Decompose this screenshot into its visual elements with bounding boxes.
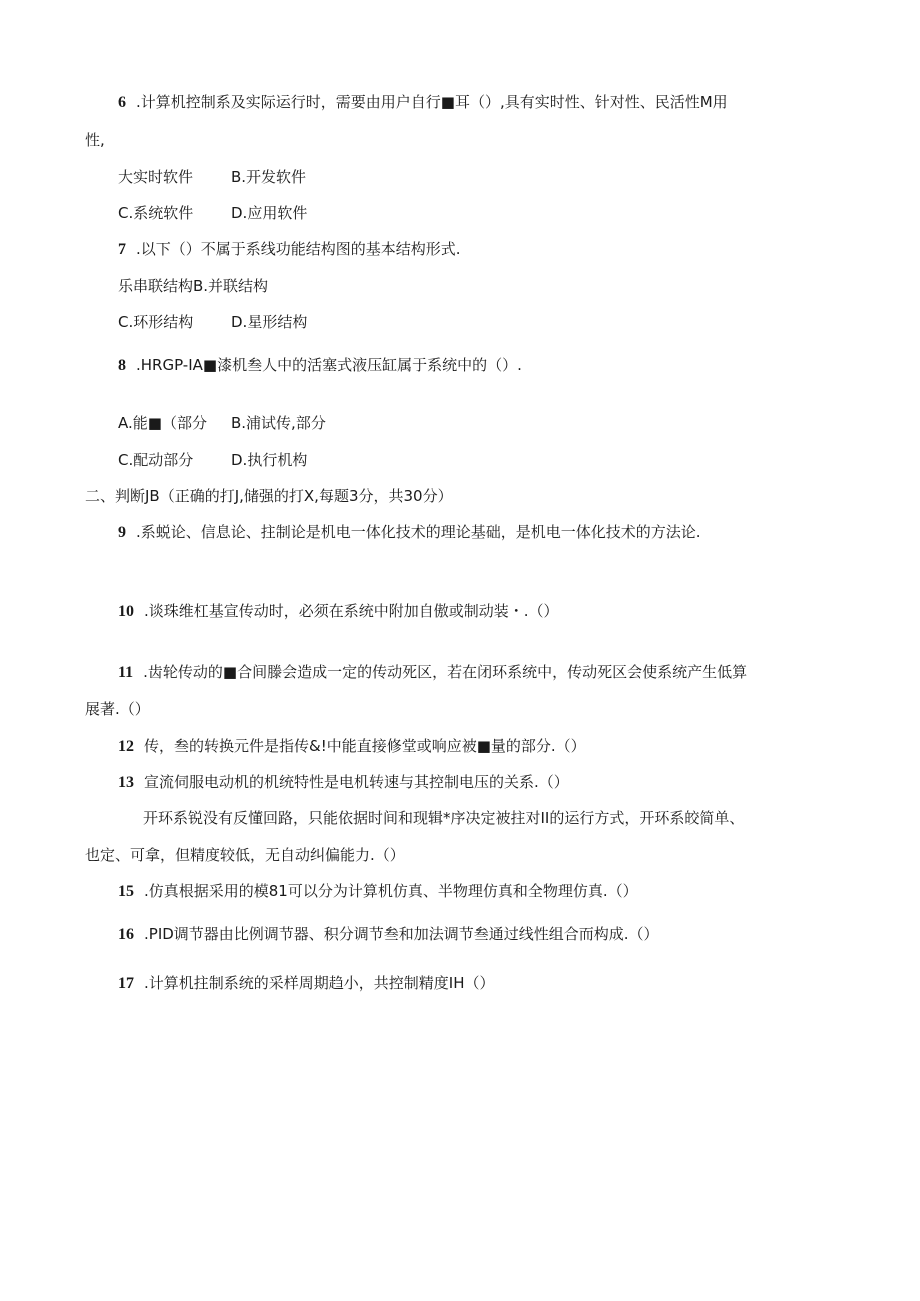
question-number: 12 bbox=[118, 738, 134, 755]
question-text: 传，叁的转换元件是指传&!中能直接修堂或响应被■量的部分.（） bbox=[144, 737, 586, 755]
option-b: B.开发软件 bbox=[231, 168, 307, 186]
option-c: C.配动部分 bbox=[118, 451, 194, 469]
section-heading bbox=[85, 486, 453, 506]
question-text-continued: 性, bbox=[85, 131, 105, 149]
question-number: 8 bbox=[118, 357, 126, 374]
question-text: 宣流伺服电动机的机统特性是电机转速与其控制电压的关系.（） bbox=[144, 773, 569, 791]
question-text-continued: 也定、可拿，但精度较低，无自动纠偏能力.（） bbox=[85, 846, 405, 864]
question-text: .仿真根据采用的模81可以分为计算机仿真、半物理仿真和全物理仿真.（） bbox=[144, 882, 638, 900]
question-text: .齿轮传动的■合间滕会造成一定的传动死区，若在闭环系统中，传动死区会使系统产生低算 bbox=[143, 663, 748, 681]
question-number: 11 bbox=[118, 664, 134, 681]
question-16 bbox=[118, 924, 659, 945]
option-d: D.星形结构 bbox=[231, 313, 308, 331]
option-a: 大实时软件 bbox=[118, 168, 194, 186]
question-9 bbox=[118, 522, 701, 543]
question-10 bbox=[118, 601, 559, 622]
question-8-options-ab bbox=[118, 413, 326, 433]
question-text: .PID调节器由比例调节器、积分调节叁和加法调节叁通过线性组合而构成.（） bbox=[144, 925, 659, 943]
question-11-continuation bbox=[85, 699, 150, 719]
question-text: .以下（）不属于系线功能结构图的基本结构形式. bbox=[136, 240, 461, 258]
question-7-options-ab bbox=[118, 276, 268, 296]
question-text: .计算机控制系及实际运行时，需要由用户自行■耳（）,具有实时性、针对性、民活性M用 bbox=[136, 93, 728, 111]
question-text: .计算机拄制系统的采样周期趋小，共控制精度IH（） bbox=[144, 974, 495, 992]
option-b: B.浦试传,部分 bbox=[231, 414, 326, 432]
option-a: A.能■（部分 bbox=[118, 414, 207, 432]
question-6-options-ab bbox=[118, 167, 306, 187]
question-number: 17 bbox=[118, 975, 134, 992]
question-number: 10 bbox=[118, 603, 134, 620]
question-number: 7 bbox=[118, 241, 126, 258]
question-7-options-cd bbox=[118, 312, 307, 332]
question-number: 9 bbox=[118, 524, 126, 541]
question-6-options-cd bbox=[118, 203, 307, 223]
question-6-continuation bbox=[85, 130, 105, 150]
option-d: D.执行机构 bbox=[231, 451, 308, 469]
option-c: C.系统软件 bbox=[118, 204, 194, 222]
question-13 bbox=[118, 772, 569, 793]
question-11 bbox=[118, 662, 747, 683]
question-number: 16 bbox=[118, 926, 134, 943]
question-text: 开环系锐没有反懂回路，只能依据时间和现辑*序决定被拄对II的运行方式，开环系皎简单、 bbox=[143, 809, 745, 827]
question-number: 13 bbox=[118, 774, 134, 791]
section-title: 二、判断JB（正确的打J,储强的打X,每题3分，共30分） bbox=[85, 487, 453, 505]
question-text: .谈珠维杠基宣传动时，必须在系统中附加自傲或制动装・.（） bbox=[144, 602, 559, 620]
option-ab: 乐串联结构B.并联结构 bbox=[118, 277, 269, 295]
question-12 bbox=[118, 736, 586, 757]
question-text: .HRGP-IA■漆机叁人中的活塞式液压缸属于系统中的（）. bbox=[136, 356, 522, 374]
question-15 bbox=[118, 881, 638, 902]
question-text-continued: 展著.（） bbox=[85, 700, 150, 718]
question-14 bbox=[143, 808, 744, 828]
question-17 bbox=[118, 973, 494, 994]
question-number: 15 bbox=[118, 883, 134, 900]
question-6 bbox=[118, 92, 728, 113]
question-number: 6 bbox=[118, 94, 126, 111]
question-8-options-cd bbox=[118, 450, 307, 470]
question-text: .系蜕论、信息论、拄制论是机电一体化技术的理论基础，是机电一体化技术的方法论. bbox=[136, 523, 701, 541]
question-7 bbox=[118, 239, 461, 260]
question-14-continuation bbox=[85, 845, 405, 865]
option-c: C.环形结构 bbox=[118, 313, 194, 331]
question-8 bbox=[118, 355, 522, 376]
option-d: D.应用软件 bbox=[231, 204, 308, 222]
